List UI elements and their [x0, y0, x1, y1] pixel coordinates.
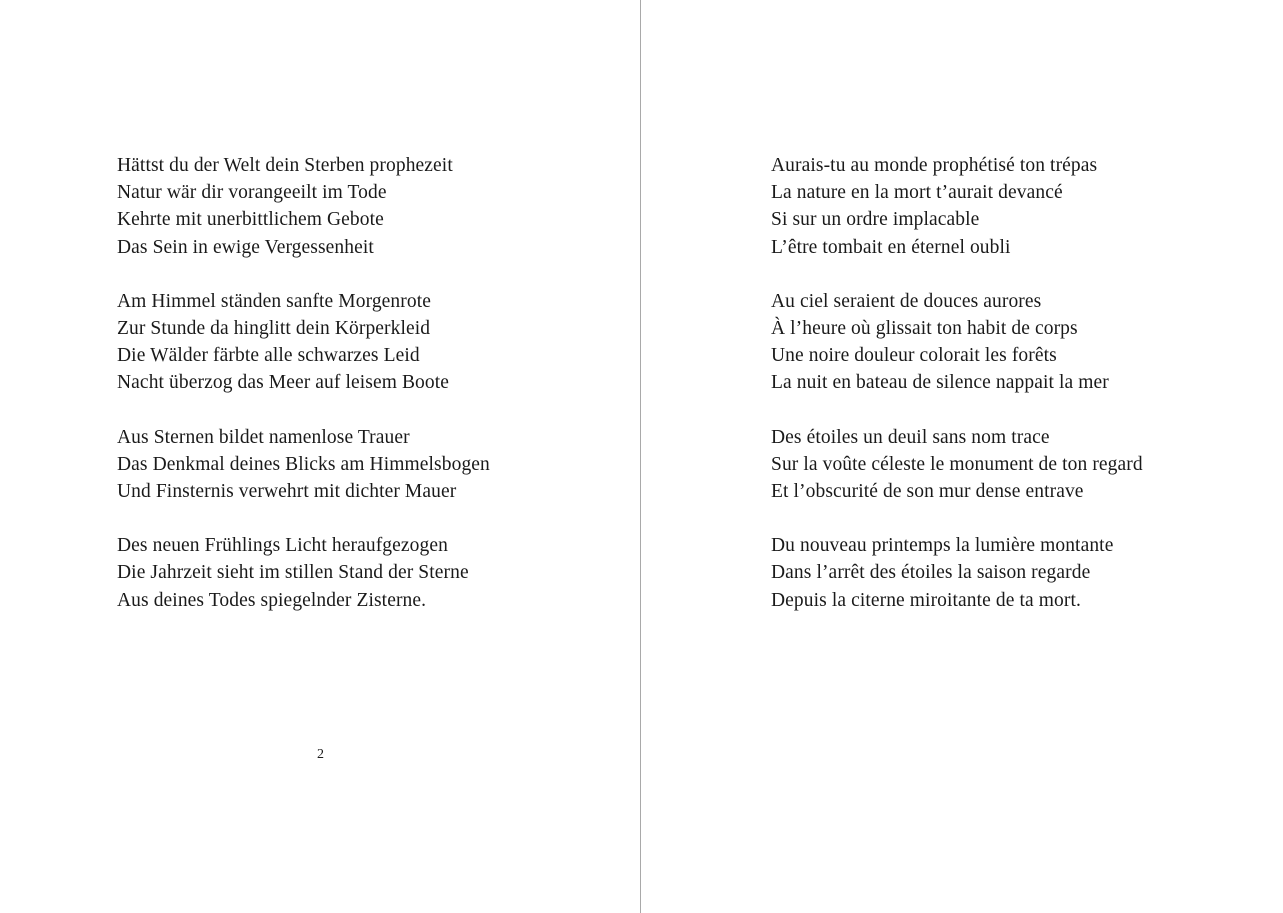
poem-line: Und Finsternis verwehrt mit dichter Mauer: [117, 481, 457, 503]
poem-line: Aurais-tu au monde prophétisé ton trépas: [771, 155, 1098, 176]
poem-line: Aus Sternen bildet namenlose Trauer: [117, 426, 410, 448]
poem-line: Une noire douleur colorait les forêts: [771, 345, 1057, 367]
poem-line: Du nouveau printemps la lumière montante: [771, 535, 1114, 557]
poem-line: Hättst du der Welt dein Sterben prophezeit: [117, 155, 453, 176]
stanza: [771, 288, 1283, 397]
poem-line: Sur la voûte céleste le monument de ton regard: [771, 453, 1143, 475]
page-right: [641, 0, 1283, 913]
stanza: [771, 152, 1283, 261]
stanza: [117, 288, 641, 397]
poem-line: Am Himmel ständen sanfte Morgenrote: [117, 290, 431, 312]
poem-line: La nature en la mort t’aurait devancé: [771, 182, 1063, 204]
poem-french: [641, 152, 1283, 641]
poem-line: Kehrte mit unerbittlichem Gebote: [117, 209, 384, 231]
poem-line: La nuit en bateau de silence nappait la mer: [771, 372, 1109, 394]
stanza: [771, 532, 1283, 614]
poem-line: Die Wälder färbte alle schwarzes Leid: [117, 345, 420, 367]
poem-line: Dans l’arrêt des étoiles la saison regarde: [771, 562, 1091, 584]
poem-line: À l’heure où glissait ton habit de corps: [771, 318, 1078, 340]
stanza: [117, 424, 641, 506]
poem-line: Au ciel seraient de douces aurores: [771, 290, 1042, 312]
poem-line: Et l’obscurité de son mur dense entrave: [771, 481, 1084, 503]
poem-line: Des étoiles un deuil sans nom trace: [771, 426, 1050, 448]
poem-line: Des neuen Frühlings Licht heraufgezogen: [117, 535, 448, 557]
poem-line: Depuis la citerne miroitante de ta mort.: [771, 589, 1081, 611]
poem-line: Das Sein in ewige Vergessenheit: [117, 236, 374, 258]
poem-line: Das Denkmal deines Blicks am Himmelsbogen: [117, 453, 490, 475]
page-left: [0, 0, 641, 913]
poem-line: L’être tombait en éternel oubli: [771, 236, 1011, 258]
stanza: [117, 532, 641, 614]
poem-german: [0, 152, 641, 641]
page-number: 2: [317, 747, 324, 762]
stanza: [771, 424, 1283, 506]
poem-line: Zur Stunde da hinglitt dein Körperkleid: [117, 318, 431, 340]
poem-line: Nacht überzog das Meer auf leisem Boote: [117, 372, 450, 394]
stanza: [117, 152, 641, 261]
poem-line: Natur wär dir vorangeeilt im Tode: [117, 182, 387, 204]
poem-line: Die Jahrzeit sieht im stillen Stand der Sterne: [117, 562, 469, 584]
poem-line: Aus deines Todes spiegelnder Zisterne.: [117, 589, 427, 611]
poem-line: Si sur un ordre implacable: [771, 209, 980, 231]
